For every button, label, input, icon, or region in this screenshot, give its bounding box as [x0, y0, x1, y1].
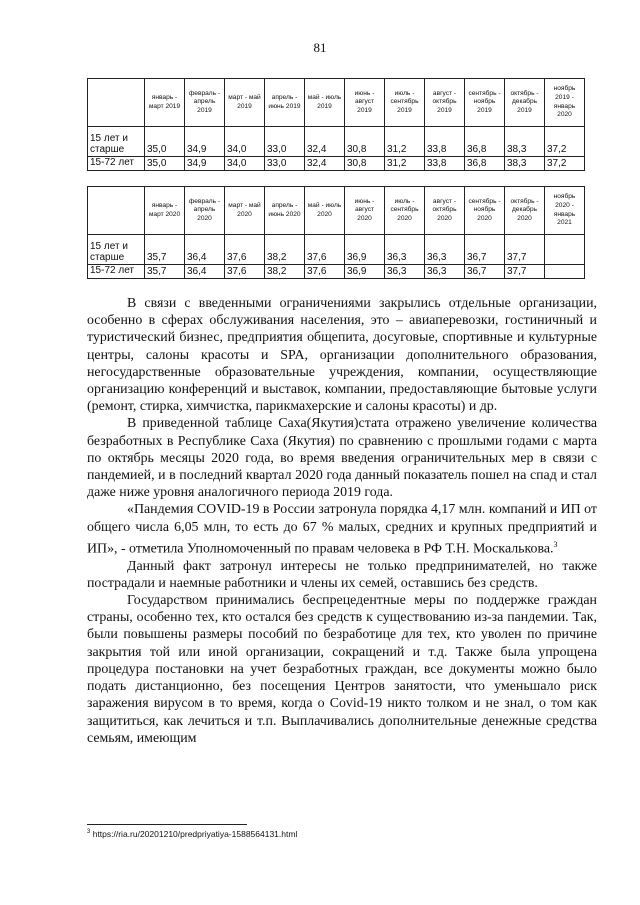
table-cell: 30,8	[345, 127, 385, 157]
table-cell: 36,3	[425, 265, 465, 279]
table-header-cell: октябрь - декабрь 2019	[505, 79, 545, 127]
row-label: 15 лет и старше	[88, 127, 145, 157]
unemployment-table-2019	[87, 78, 585, 171]
table-header-cell: март - май 2019	[225, 79, 265, 127]
table-cell: 38,2	[265, 235, 305, 265]
table-cell: 32,4	[305, 157, 345, 171]
footnote-divider	[87, 824, 247, 825]
table-header-cell: июль - сентябрь 2019	[385, 79, 425, 127]
table-header-cell: февраль - апрель 2020	[185, 187, 225, 235]
table-cell: 35,7	[145, 235, 185, 265]
body-text	[87, 295, 597, 747]
table-cell: 34,9	[185, 127, 225, 157]
footnote	[87, 829, 297, 839]
table-header-cell: ноябрь 2019 - январь 2020	[545, 79, 585, 127]
table-cell: 35,0	[145, 157, 185, 171]
table-cell: 34,0	[225, 157, 265, 171]
footnote-reference: 3	[553, 539, 558, 549]
table-cell: 37,2	[545, 157, 585, 171]
paragraph: Государством принимались беспрецедентные меры по поддержке граждан страны, особенно тех, кто остался без средств к существованию из-за пандемии. Так, были повышены размеры пособий по безработице для тех, кто уволен по причине закрытия той или иной организации, сокращений и т.д. Также была упрощена процедура постановки на учет безработных граждан, все документы можно было подать дистанционно, без посещения Центров занятости, что уменьшало риск заражения вирусом в то время, когда о Covid-19 никто толком и не знал, о том как защититься, как лечиться и т.п. Выплачивались дополнительные денежные средства семьям, имеющим	[87, 593, 597, 746]
table-header-cell: июль - сентябрь 2020	[385, 187, 425, 235]
page-number: 81	[313, 40, 327, 55]
table-cell: 31,2	[385, 127, 425, 157]
table-cell: 31,2	[385, 157, 425, 171]
table-cell: 30,8	[345, 157, 385, 171]
table-cell: 36,8	[465, 127, 505, 157]
unemployment-table-2020	[87, 186, 585, 279]
table-cell: 38,3	[505, 157, 545, 171]
table-cell: 38,2	[265, 265, 305, 279]
table-corner-cell	[88, 79, 145, 127]
row-label: 15 лет и старше	[88, 235, 145, 265]
table-cell: 33,0	[265, 127, 305, 157]
table-row	[88, 235, 585, 265]
table-cell: 36,3	[425, 235, 465, 265]
table-header-cell: июнь - август 2019	[345, 79, 385, 127]
table-row	[88, 127, 585, 157]
table-header-cell: октябрь - декабрь 2020	[505, 187, 545, 235]
table-corner-cell	[88, 187, 145, 235]
quote-text: «Пандемия COVID-19 в России затронула порядка 4,17 млн. компаний и ИП от общего числа 6,05 млн, то есть до 67 % малых, средних и крупных предприятий и ИП», - отметила Уполномоченный по правам человека в РФ Т.Н. Москалькова.	[87, 502, 598, 557]
table-header-cell: январь - март 2019	[145, 79, 185, 127]
table-cell: 36,3	[385, 235, 425, 265]
table-cell: 37,7	[505, 265, 545, 279]
table-cell: 36,4	[185, 265, 225, 279]
paragraph: В связи с введенными ограничениями закрылись отдельные организации, особенно в сферах обслуживания населения, это – авиаперевозки, гостиничный и туристический бизнес, предприятия общепита, досуговые, спортивные и культурные центры, салоны красоты и SPA, организации дополнительного образования, негосударственные образовательные учреждения, компании, осуществляющие организацию конференций и выставок, компании, предоставляющие бытовые услуги (ремонт, стирка, химчистка, парикмахерские и салоны красоты) и др.	[87, 296, 597, 415]
table-header-cell: май - июль 2020	[305, 187, 345, 235]
table-header-cell: май - июль 2019	[305, 79, 345, 127]
table-cell: 33,0	[265, 157, 305, 171]
table-cell: 37,6	[225, 235, 265, 265]
table-cell: 33,8	[425, 127, 465, 157]
table-cell: 36,3	[385, 265, 425, 279]
table-cell: 37,7	[505, 235, 545, 265]
table-header-cell: апрель - июнь 2019	[265, 79, 305, 127]
table-cell: 36,8	[465, 157, 505, 171]
table-header-cell: ноябрь 2020 - январь 2021	[545, 187, 585, 235]
table-cell: 38,3	[505, 127, 545, 157]
table-cell: 36,7	[465, 265, 505, 279]
table-cell: 36,4	[185, 235, 225, 265]
table-cell: 33,8	[425, 157, 465, 171]
row-label: 15-72 лет	[88, 157, 145, 171]
table-cell: 34,9	[185, 157, 225, 171]
table-row	[88, 265, 585, 279]
paragraph: Данный факт затронул интересы не только предпринимателей, но также пострадали и наемные работники и члены их семей, оставшись без средств.	[87, 558, 597, 591]
table-header-cell: июнь - август 2020	[345, 187, 385, 235]
table-cell: 36,9	[345, 235, 385, 265]
table-cell	[545, 235, 585, 265]
table-header-cell: август - октябрь 2020	[425, 187, 465, 235]
table-cell: 37,2	[545, 127, 585, 157]
table-header-cell: сентябрь - ноябрь 2020	[465, 187, 505, 235]
table-cell: 32,4	[305, 127, 345, 157]
table-cell: 34,0	[225, 127, 265, 157]
table-cell: 37,6	[225, 265, 265, 279]
table-header-cell: январь - март 2020	[145, 187, 185, 235]
table-header-row	[88, 79, 585, 127]
table-header-cell: сентябрь - ноябрь 2019	[465, 79, 505, 127]
table-header-cell: апрель - июнь 2020	[265, 187, 305, 235]
table-header-row	[88, 187, 585, 235]
row-label: 15-72 лет	[88, 265, 145, 279]
table-cell: 35,0	[145, 127, 185, 157]
footnote-marker: 3	[87, 829, 91, 836]
table-header-cell: март - май 2020	[225, 187, 265, 235]
table-cell: 36,9	[345, 265, 385, 279]
paragraph-quote	[87, 501, 597, 557]
table-cell	[545, 265, 585, 279]
paragraph: В приведенной таблице Саха(Якутия)стата отражено увеличение количества безработных в Республике Саха (Якутия) по сравнению с прошлыми годами с марта по октябрь месяцы 2020 года, во время введения ограничительных мер в связи с пандемией, и в последний квартал 2020 года данный показатель пошел на спад и стал даже ниже уровня аналогичного периода 2019 года.	[87, 416, 597, 501]
table-cell: 36,7	[465, 235, 505, 265]
table-cell: 37,6	[305, 235, 345, 265]
footnote-link[interactable]: https://ria.ru/20201210/predpriyatiya-1588564131.html	[92, 829, 298, 839]
table-header-cell: февраль - апрель 2019	[185, 79, 225, 127]
table-cell: 35,7	[145, 265, 185, 279]
table-row	[88, 157, 585, 171]
table-header-cell: август - октябрь 2019	[425, 79, 465, 127]
table-cell: 37,6	[305, 265, 345, 279]
